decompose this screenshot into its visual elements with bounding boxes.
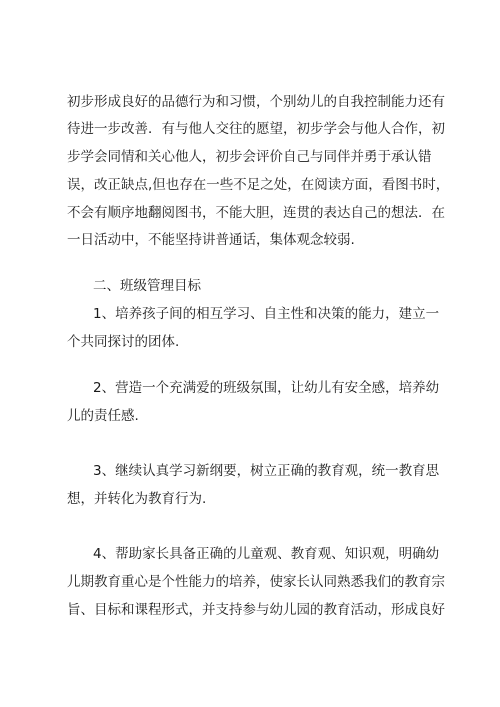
paragraph-line: 待进一步改善．有与他人交往的愿望，初步学会与他人合作，初 — [67, 121, 445, 137]
list-item-1-line: 1、培养孩子间的相互学习、自主性和决策的能力，建立一 — [93, 306, 440, 322]
list-item-4-line: 儿期教育重心是个性能力的培养，使家长认同熟悉我们的教育宗 — [67, 574, 445, 590]
list-item-3-line: 3、继续认真学习新纲要，树立正确的教育观，统一教育思 — [93, 463, 440, 479]
list-item-2-line: 2、营造一个充满爱的班级氛围，让幼儿有安全感，培养幼 — [93, 380, 440, 396]
paragraph-line: 步学会同情和关心他人，初步会评价自己与同伴并勇于承认错 — [67, 149, 432, 165]
list-item-1-line: 个共同探讨的团体. — [67, 334, 180, 350]
paragraph-line: 一日活动中，不能坚持讲普通话，集体观念较弱. — [67, 232, 355, 248]
list-item-4-line: 旨、目标和课程形式，并支持参与幼儿园的教育活动，形成良好 — [67, 602, 445, 618]
list-item-2-line: 儿的责任感. — [67, 408, 139, 424]
list-item-4-line: 4、帮助家长具备正确的儿童观、教育观、知识观，明确幼 — [93, 546, 440, 562]
section-heading: 二、班级管理目标 — [93, 278, 201, 294]
paragraph-line: 不会有顺序地翻阅图书，不能大胆，连贯的表达自己的想法．在 — [67, 205, 445, 221]
paragraph-line: 误，改正缺点,但也存在一些不足之处，在阅读方面，看图书时， — [67, 177, 450, 193]
paragraph-line: 初步形成良好的品德行为和习惯，个别幼儿的自我控制能力还有 — [67, 94, 445, 110]
list-item-3-line: 想，并转化为教育行为. — [67, 491, 207, 507]
